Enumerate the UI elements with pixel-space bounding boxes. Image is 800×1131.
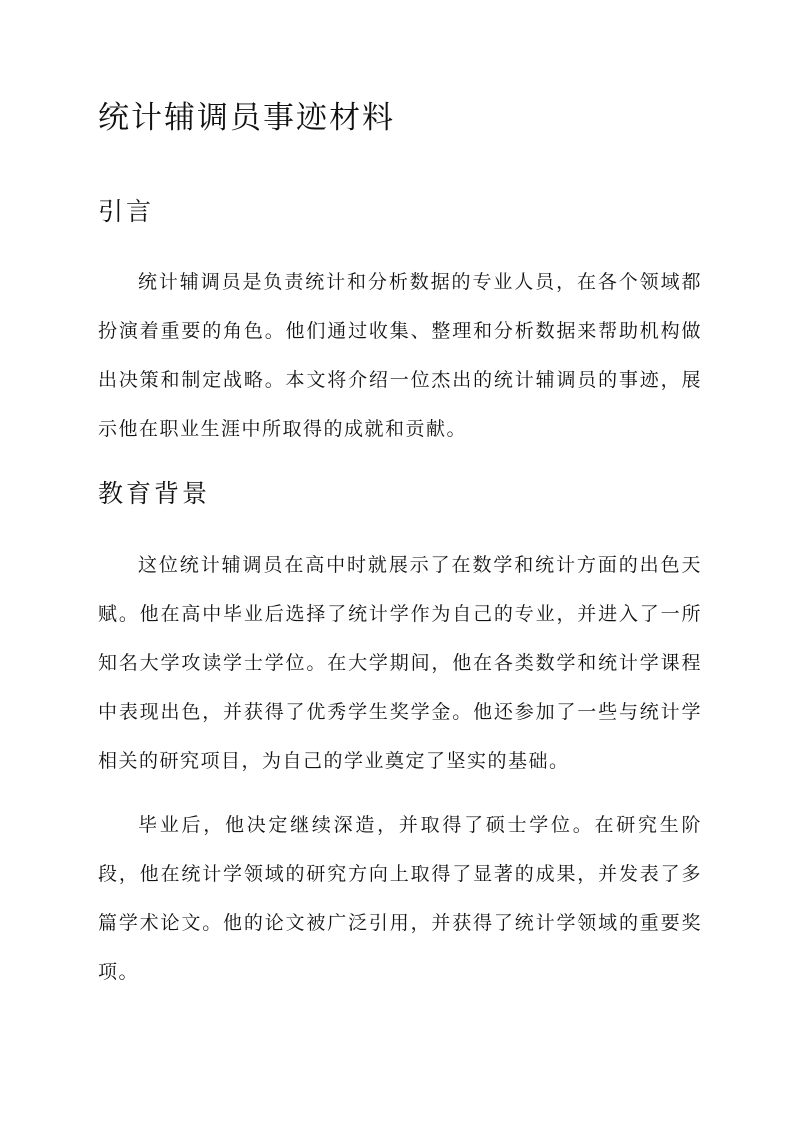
section-heading-introduction: 引言 — [98, 197, 155, 226]
education-paragraph-1: 这位统计辅调员在高中时就展示了在数学和统计方面的出色天赋。他在高中毕业后选择了统计学作为自己的专业，并进入了一所知名大学攻读学士学位。在大学期间，他在各类数学和统计学课程中表现出色，并获得了优秀学生奖学金。他还参加了一些与统计学相关的研究项目，为自己的学业奠定了坚实的基础。 — [98, 554, 702, 772]
introduction-paragraph: 统计辅调员是负责统计和分析数据的专业人员，在各个领域都扮演着重要的角色。他们通过收集、整理和分析数据来帮助机构做出决策和制定战略。本文将介绍一位杰出的统计辅调员的事迹，展示他在职业生涯中所取得的成就和贡献。 — [98, 271, 702, 440]
section-heading-education: 教育背景 — [98, 479, 211, 508]
page-title: 统计辅调员事迹材料 — [98, 100, 395, 136]
education-paragraph-2: 毕业后，他决定继续深造，并取得了硕士学位。在研究生阶段，他在统计学领域的研究方向上取得了显著的成果，并发表了多篇学术论文。他的论文被广泛引用，并获得了统计学领域的重要奖项。 — [98, 814, 702, 983]
